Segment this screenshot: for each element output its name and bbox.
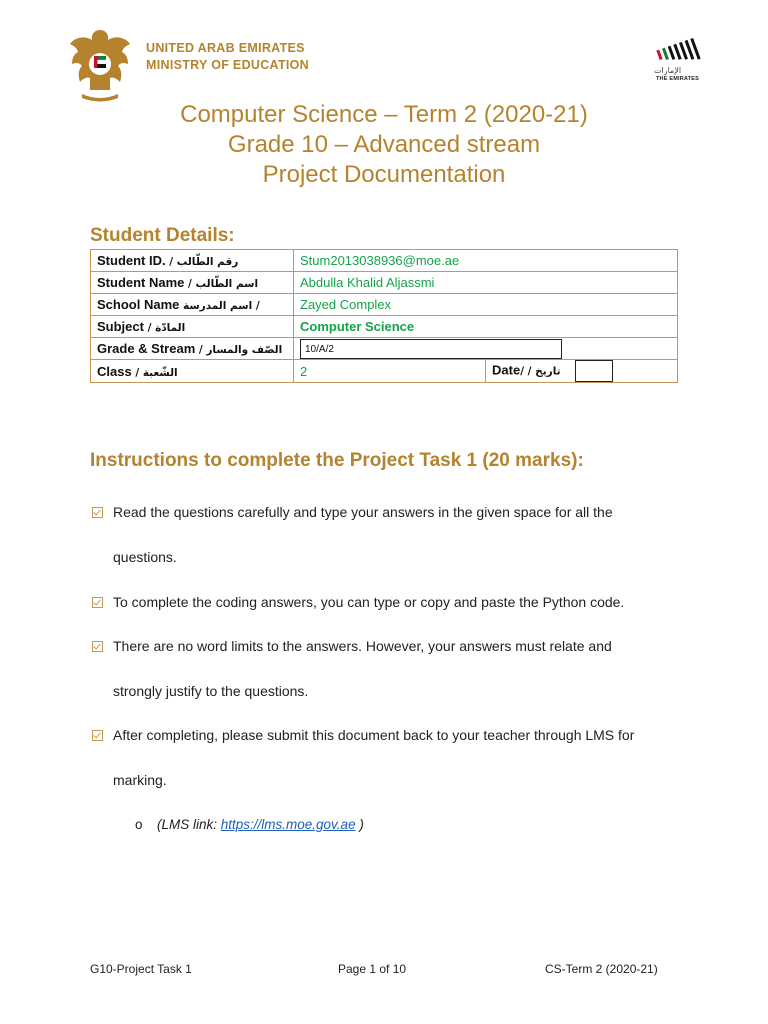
footer-left: G10-Project Task 1 bbox=[90, 962, 192, 976]
footer-right: CS-Term 2 (2020-21) bbox=[545, 962, 658, 976]
student-details-heading: Student Details: bbox=[90, 225, 235, 246]
sub-bullet-icon: o bbox=[135, 817, 143, 832]
instructions-heading: Instructions to complete the Project Task 1 (20 marks): bbox=[90, 450, 584, 471]
school-name-label: School Name اسم المدرسة / bbox=[91, 294, 294, 316]
date-label-ar: / / تاريخ bbox=[520, 365, 561, 378]
grade-stream-label: Grade & Stream / الصّف والمسار bbox=[91, 338, 294, 360]
ministry-line-2: MINISTRY OF EDUCATION bbox=[146, 58, 310, 72]
title-line-3: Project Documentation bbox=[262, 161, 506, 188]
checkbox-bullet-icon bbox=[92, 597, 103, 608]
student-name-label: Student Name / اسم الطّالب bbox=[91, 272, 294, 294]
student-name-value[interactable]: Abdulla Khalid Aljassmi bbox=[294, 272, 678, 294]
date-cell bbox=[486, 360, 678, 383]
subject-value[interactable]: Computer Science bbox=[294, 316, 678, 338]
title-line-1: Computer Science – Term 2 (2020-21) bbox=[180, 101, 588, 128]
table-row bbox=[91, 316, 678, 338]
uae-emblem-falcon-icon bbox=[68, 24, 132, 104]
school-name-value[interactable]: Zayed Complex bbox=[294, 294, 678, 316]
checkbox-bullet-icon bbox=[92, 641, 103, 652]
ministry-line-1: UNITED ARAB EMIRATES bbox=[146, 41, 305, 55]
ministry-name bbox=[146, 40, 309, 74]
grade-stream-field[interactable]: 10/A/2 bbox=[300, 339, 562, 359]
table-row bbox=[91, 338, 678, 360]
class-value[interactable]: 2 bbox=[294, 360, 486, 383]
title-line-2: Grade 10 – Advanced stream bbox=[227, 131, 541, 158]
checkbox-bullet-icon bbox=[92, 507, 103, 518]
checkbox-bullet-icon bbox=[92, 730, 103, 741]
student-details-table bbox=[90, 249, 678, 383]
student-id-value[interactable]: Stum2013038936@moe.ae bbox=[294, 250, 678, 272]
date-field[interactable] bbox=[575, 360, 613, 382]
brand-english-text: THE EMIRATES bbox=[656, 76, 699, 82]
table-row bbox=[91, 250, 678, 272]
table-row bbox=[91, 272, 678, 294]
grade-stream-cell bbox=[294, 338, 678, 360]
table-row bbox=[91, 294, 678, 316]
lms-link[interactable]: https://lms.moe.gov.ae bbox=[220, 817, 356, 832]
footer-page-number: Page 1 of 10 bbox=[338, 962, 407, 976]
class-label: Class / الشّعبة bbox=[91, 360, 294, 383]
brand-arabic-text: الإمارات bbox=[654, 66, 682, 75]
student-id-label: Student ID. / رقم الطّالب bbox=[91, 250, 294, 272]
document-title bbox=[0, 100, 768, 190]
date-label: Date bbox=[492, 362, 521, 378]
table-row bbox=[91, 360, 678, 383]
subject-label: Subject / المادّة bbox=[91, 316, 294, 338]
